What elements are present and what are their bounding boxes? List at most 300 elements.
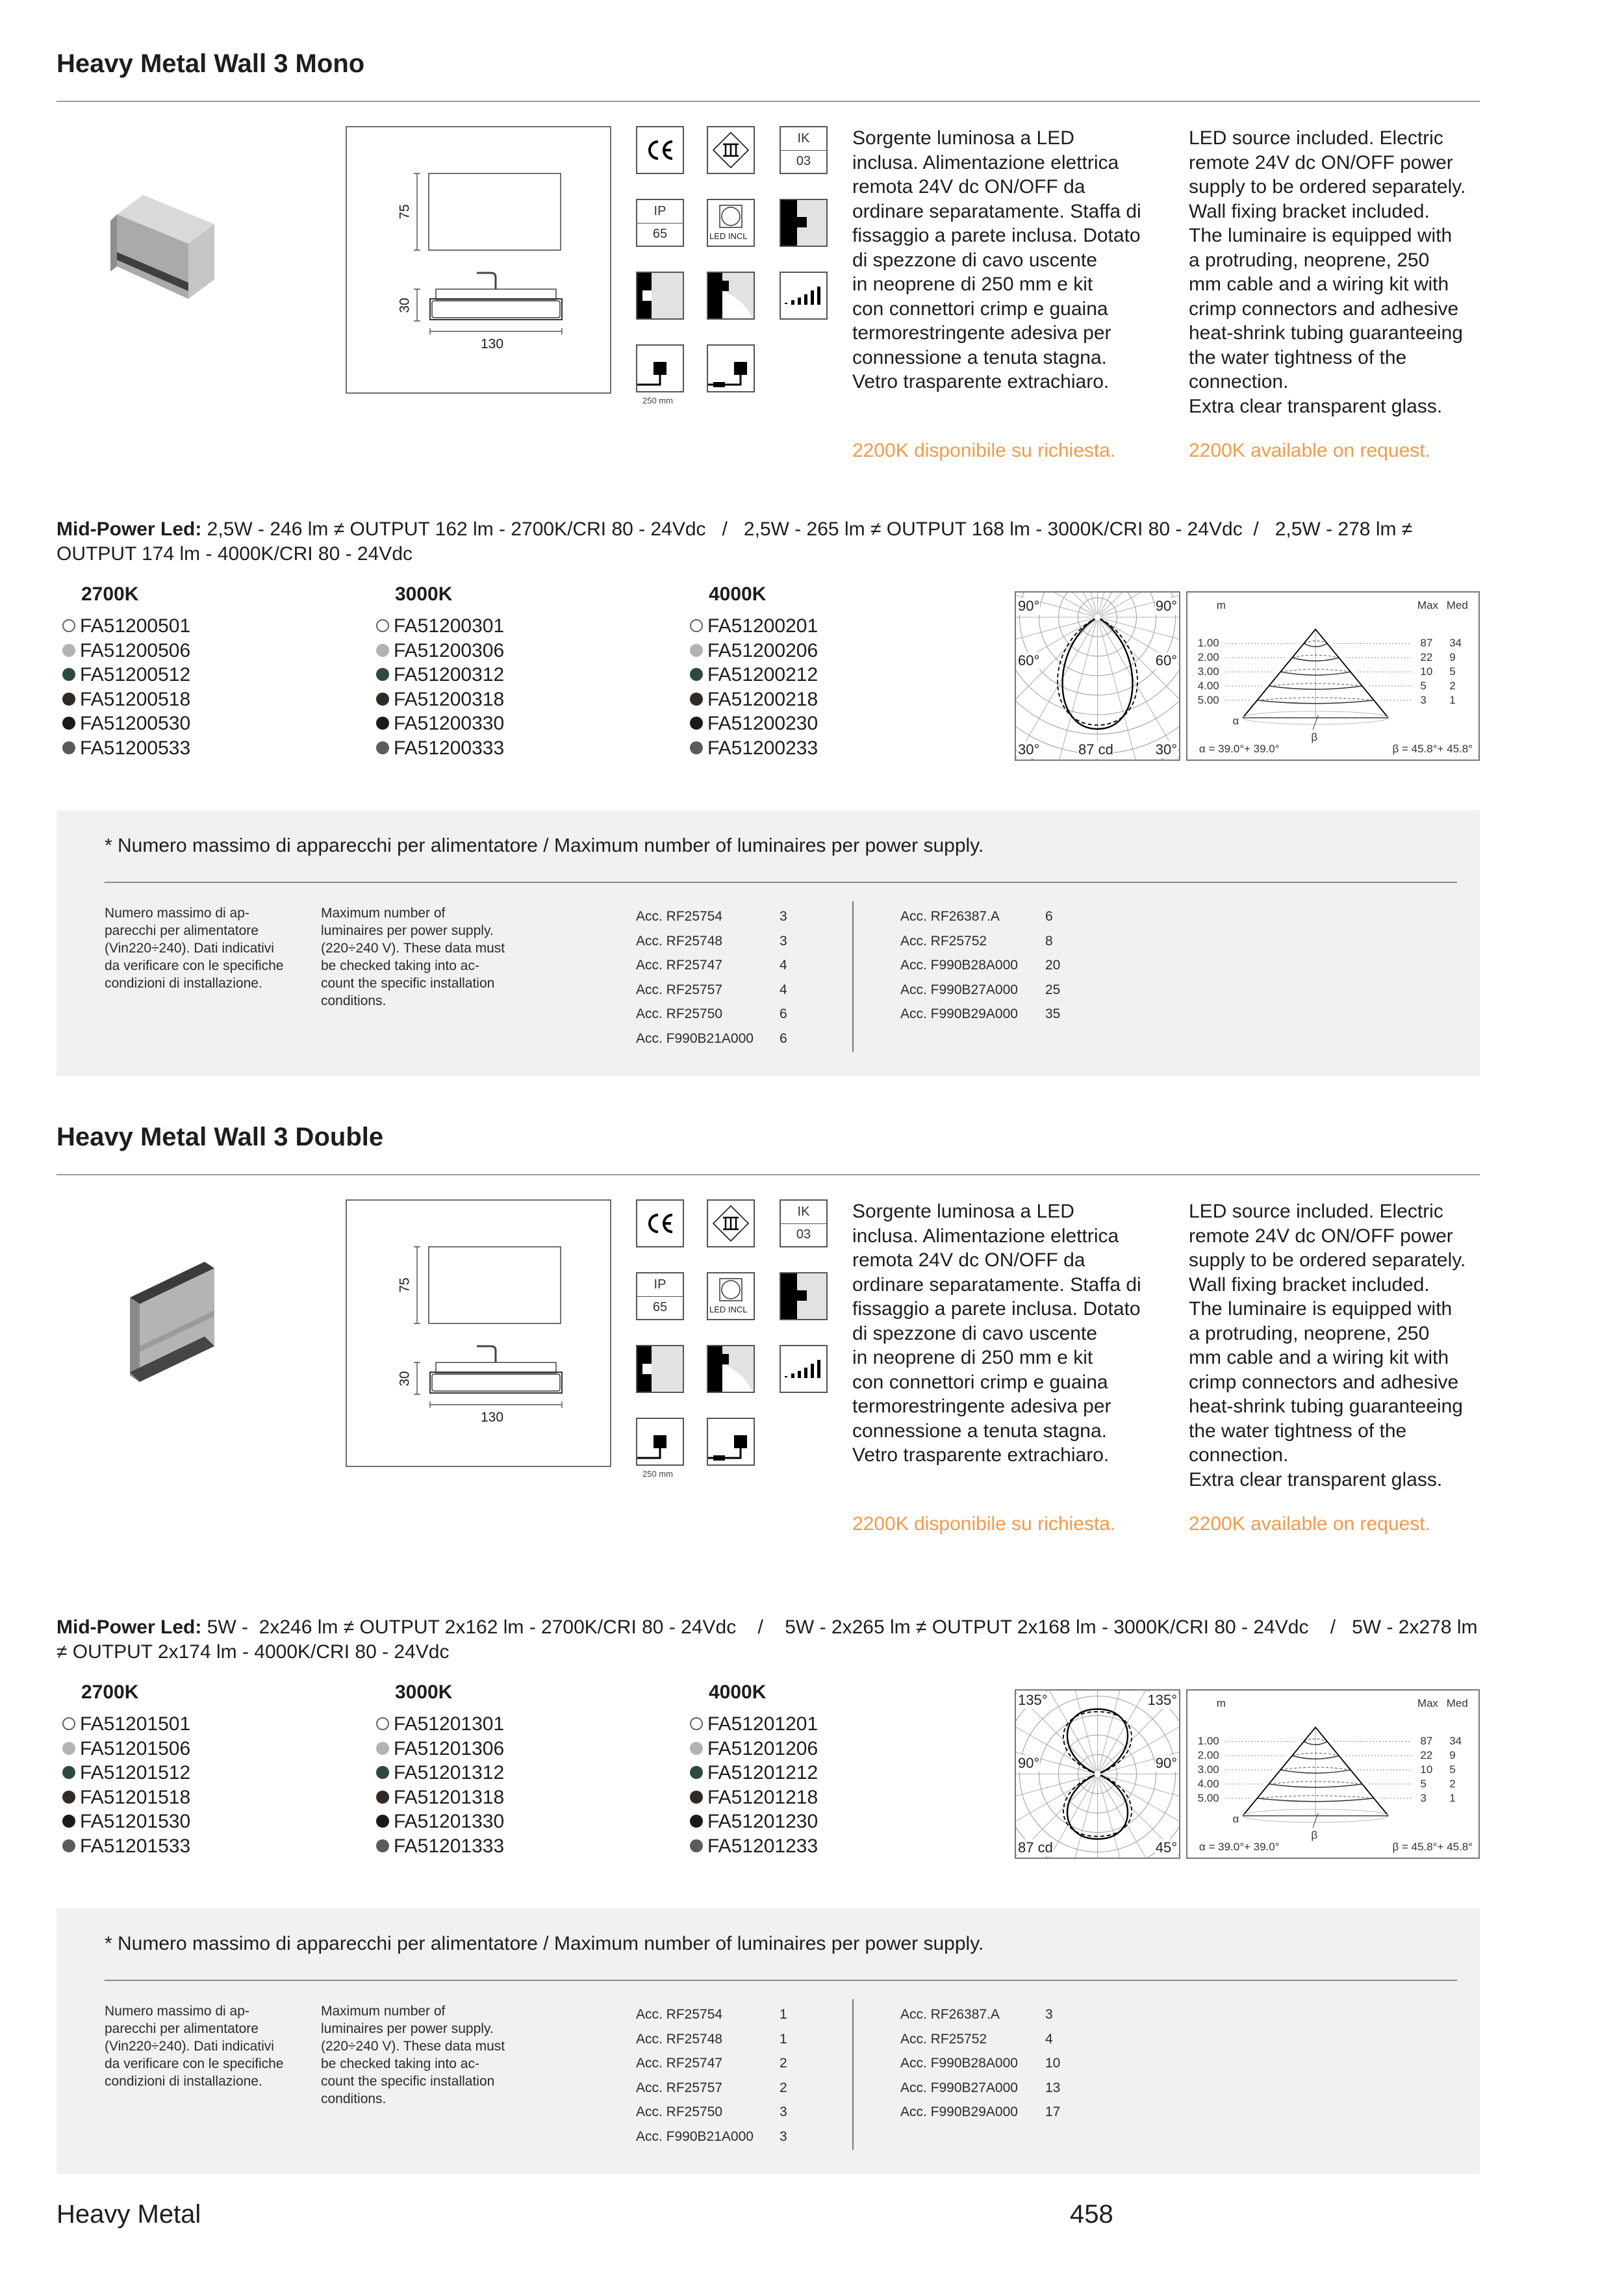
- description-en-line: the water tightness of the: [1189, 1420, 1407, 1442]
- product-title: Heavy Metal Wall 3 Double: [57, 1123, 384, 1151]
- cone-med-value: 1: [1449, 1791, 1456, 1804]
- description-en-line: crimp connectors and adhesive: [1189, 298, 1459, 320]
- accessory-code: Acc. RF25748: [636, 2031, 723, 2047]
- power-spec-text: 5W - 2x246 lm ≠ OUTPUT 2x162 lm - 2700K/CRI 80 - 24Vdc / 5W - 2x265 lm ≠ OUTPUT 2x168 lm - 3000K/CRI 80 - 24Vdc / 5W - 2x278 lm: [201, 1616, 1478, 1638]
- product-code[interactable]: FA51200330: [394, 713, 505, 734]
- polar-angle-label: 90°: [1155, 598, 1177, 614]
- ce-mark-icon: [636, 126, 684, 174]
- description-en-line: Extra clear transparent glass.: [1189, 1468, 1443, 1490]
- accessory-column-divider: [852, 901, 854, 1052]
- description-en-line: crimp connectors and adhesive: [1189, 1371, 1459, 1393]
- product-code[interactable]: FA51201233: [707, 1835, 818, 1857]
- supply-text-it-line: Numero massimo di ap-: [105, 2004, 249, 2019]
- finish-color-swatch: [376, 644, 389, 657]
- supply-text-en-line: (220÷240 V). These data must: [321, 2039, 505, 2054]
- description-en-line: Wall fixing bracket included.: [1189, 1273, 1430, 1296]
- product-code[interactable]: FA51200501: [80, 615, 191, 637]
- accessory-code: Acc. RF25752: [900, 2031, 987, 2047]
- finish-color-swatch: [62, 1742, 75, 1755]
- description-it-line: Vetro trasparente extrachiaro.: [852, 371, 1110, 392]
- cone-distance: 4.00: [1197, 1777, 1219, 1790]
- accessory-max-count: 4: [1045, 2031, 1053, 2047]
- cone-max-value: 87: [1420, 637, 1433, 650]
- power-supply-panel: [57, 1908, 1480, 2174]
- polar-angle-label: 30°: [1155, 741, 1177, 758]
- accessory-code: Acc. RF25754: [636, 909, 723, 924]
- dimension-drawing: [346, 1199, 611, 1467]
- description-it-line: di spezzone di cavo uscente: [852, 1322, 1097, 1344]
- finish-color-swatch: [690, 1839, 703, 1852]
- cable-length-label: 250 mm: [642, 1469, 673, 1479]
- supply-text-en-line: conditions.: [321, 2091, 387, 2106]
- product-code[interactable]: FA51201206: [707, 1737, 818, 1759]
- cone-med-value: 34: [1449, 637, 1462, 650]
- product-code[interactable]: FA51201212: [707, 1762, 818, 1783]
- accessory-code: Acc. RF25747: [636, 958, 723, 973]
- accessory-max-count: 10: [1045, 2056, 1061, 2071]
- accessory-code: Acc. RF25757: [636, 2080, 723, 2095]
- accessory-code: Acc. F990B27A000: [900, 982, 1018, 997]
- led-incl-label: LED INCL: [709, 1305, 748, 1314]
- ip-value: 65: [652, 1300, 668, 1314]
- accessory-max-count: 3: [1045, 2007, 1053, 2022]
- cone-med-value: 1: [1449, 693, 1456, 706]
- description-en-line: connection.: [1189, 1444, 1289, 1466]
- finish-color-swatch: [376, 619, 389, 632]
- product-code[interactable]: FA51200512: [80, 664, 191, 685]
- accessory-code: Acc. F990B27A000: [900, 2080, 1018, 2095]
- availability-note-en: 2200K available on request.: [1189, 1513, 1430, 1535]
- polar-angle-label: 135°: [1147, 1692, 1177, 1708]
- product-code[interactable]: FA51200230: [707, 713, 818, 734]
- description-en-line: supply to be ordered separately.: [1189, 176, 1466, 198]
- supply-text-en-line: conditions.: [321, 993, 387, 1008]
- color-temperature-header: 3000K: [395, 583, 453, 605]
- accessory-code: Acc. RF26387.A: [900, 2007, 1000, 2022]
- description-en-line: Extra clear transparent glass.: [1189, 395, 1443, 417]
- product-code[interactable]: FA51201512: [80, 1762, 191, 1783]
- finish-color-swatch: [376, 693, 389, 706]
- alpha-angle: α = 39.0°+ 39.0°: [1199, 743, 1280, 756]
- illuminance-cone-diagram: [1186, 1689, 1480, 1859]
- beta-angle: β = 45.8°+ 45.8°: [1392, 1841, 1473, 1854]
- description-it-line: remota 24V dc ON/OFF da: [852, 1249, 1085, 1271]
- panel-divider: [105, 882, 1457, 883]
- accessory-code: Acc. F990B21A000: [636, 2128, 754, 2144]
- product-code[interactable]: FA51201330: [394, 1811, 505, 1832]
- description-it-line: con connettori crimp e guaina: [852, 1371, 1108, 1393]
- product-code[interactable]: FA51201230: [707, 1811, 818, 1832]
- finish-color-swatch: [690, 741, 703, 754]
- cone-max-value: 10: [1420, 1763, 1433, 1776]
- cable-length-icon: [636, 344, 684, 392]
- finish-color-swatch: [376, 1717, 389, 1730]
- description-en-line: LED source included. Electric: [1189, 127, 1443, 149]
- accessory-code: Acc. RF25747: [636, 2056, 723, 2071]
- description-en-line: a protruding, neoprene, 250: [1189, 249, 1430, 271]
- polar-angle-label: 87 cd: [1078, 741, 1113, 758]
- product-code[interactable]: FA51200233: [707, 737, 818, 759]
- product-code[interactable]: FA51201506: [80, 1737, 191, 1759]
- product-code[interactable]: FA51201530: [80, 1811, 191, 1832]
- product-code[interactable]: FA51201218: [707, 1786, 818, 1808]
- power-supply-note: * Numero massimo di apparecchi per alimentatore / Maximum number of luminaires per power supply.: [105, 835, 984, 856]
- ik-value: 03: [796, 154, 811, 168]
- finish-color-swatch: [690, 717, 703, 730]
- class-iii-icon: [707, 1199, 755, 1247]
- cone-distance: 1.00: [1197, 637, 1219, 650]
- accessory-max-count: 4: [780, 958, 787, 973]
- recessed-mount-icon: [636, 1345, 684, 1393]
- description-en-line: supply to be ordered separately.: [1189, 1249, 1466, 1271]
- polar-diagram: [1015, 1689, 1180, 1859]
- accessory-max-count: 3: [780, 909, 787, 924]
- power-spec-line1: [57, 1615, 1478, 1639]
- power-spec-label: Mid-Power Led:: [57, 518, 202, 540]
- finish-color-swatch: [376, 1839, 389, 1852]
- supply-text-en-line: be checked taking into ac-: [321, 2056, 479, 2071]
- description-it-line: con connettori crimp e guaina: [852, 298, 1108, 320]
- finish-color-swatch: [62, 1717, 75, 1730]
- finish-color-swatch: [376, 668, 389, 681]
- color-temperature-header: 4000K: [709, 1681, 767, 1703]
- description-en-line: remote 24V dc ON/OFF power: [1189, 151, 1453, 173]
- ip-value: 65: [652, 227, 668, 241]
- supply-text-en-line: luminaires per power supply.: [321, 923, 494, 938]
- product-code[interactable]: FA51200306: [394, 639, 505, 661]
- polar-grid: [1016, 593, 1179, 761]
- led-included-icon: [707, 199, 755, 247]
- product-code[interactable]: FA51201518: [80, 1786, 191, 1808]
- dimension-depth: 30: [397, 298, 412, 313]
- description-it-line: fissaggio a parete inclusa. Dotato: [852, 225, 1141, 246]
- product-code[interactable]: FA51200201: [707, 615, 818, 637]
- finish-color-swatch: [376, 1791, 389, 1804]
- product-code[interactable]: FA51200333: [394, 737, 505, 759]
- polar-diagram: [1015, 591, 1180, 761]
- cone-max-header: Max: [1417, 599, 1439, 612]
- cone-med-value: 9: [1449, 1749, 1456, 1762]
- supply-text-it-line: condizioni di installazione.: [105, 2074, 262, 2089]
- product-code[interactable]: FA51200312: [394, 664, 505, 685]
- cone-med-value: 34: [1449, 1735, 1462, 1748]
- alpha-symbol: α: [1232, 714, 1239, 727]
- ik-rating-icon: [780, 1199, 828, 1247]
- accessory-code: Acc. RF25754: [636, 2007, 723, 2022]
- supply-text-it-line: condizioni di installazione.: [105, 976, 262, 991]
- product-code[interactable]: FA51201333: [394, 1835, 505, 1857]
- finish-color-swatch: [690, 1815, 703, 1828]
- class-iii-icon: [707, 126, 755, 174]
- accessory-code: Acc. RF26387.A: [900, 909, 1000, 924]
- accessory-max-count: 6: [780, 1006, 787, 1021]
- cone-distance: 2.00: [1197, 1749, 1219, 1762]
- dimming-icon: [780, 272, 828, 320]
- ik-rating-icon: [780, 126, 828, 174]
- supply-text-it-line: parecchi per alimentatore: [105, 2021, 259, 2036]
- cone-max-value: 5: [1420, 679, 1427, 692]
- polar-angle-label: 60°: [1155, 652, 1177, 669]
- product-code[interactable]: FA51201306: [394, 1737, 505, 1759]
- cone-max-value: 3: [1420, 693, 1427, 706]
- cone-med-value: 5: [1449, 665, 1456, 678]
- finish-color-swatch: [62, 717, 75, 730]
- accessory-code: Acc. RF25750: [636, 2104, 723, 2119]
- finish-color-swatch: [62, 1839, 75, 1852]
- led-included-icon: [707, 1272, 755, 1320]
- finish-color-swatch: [376, 1742, 389, 1755]
- product-code[interactable]: FA51200301: [394, 615, 505, 637]
- supply-text-en-line: count the specific installation: [321, 2074, 495, 2089]
- power-supply-panel: [57, 810, 1480, 1076]
- finish-color-swatch: [62, 741, 75, 754]
- availability-note-en: 2200K available on request.: [1189, 440, 1430, 461]
- polar-angle-label: 87 cd: [1018, 1839, 1053, 1856]
- description-it-line: di spezzone di cavo uscente: [852, 249, 1097, 271]
- supply-text-en-line: Maximum number of: [321, 2004, 446, 2019]
- dimension-width: 130: [481, 1410, 504, 1425]
- cone-med-header: Med: [1446, 1697, 1468, 1710]
- dimension-depth: 30: [397, 1371, 412, 1386]
- accessory-max-count: 25: [1045, 982, 1061, 997]
- ip-label: IP: [637, 1273, 683, 1297]
- cable-connector-icon: [707, 344, 755, 392]
- product-code[interactable]: FA51200206: [707, 639, 818, 661]
- polar-angle-label: 60°: [1018, 652, 1040, 669]
- finish-color-swatch: [376, 741, 389, 754]
- cone-med-value: 5: [1449, 1763, 1456, 1776]
- product-code[interactable]: FA51200530: [80, 713, 191, 734]
- product-code[interactable]: FA51200218: [707, 688, 818, 710]
- supply-text-it-line: (Vin220÷240). Dati indicativi: [105, 2039, 274, 2054]
- finish-color-swatch: [690, 1717, 703, 1730]
- description-it-line: inclusa. Alimentazione elettrica: [852, 1225, 1119, 1247]
- product-code[interactable]: FA51201312: [394, 1762, 505, 1783]
- accessory-max-count: 3: [780, 2128, 787, 2144]
- cable-length-icon: [636, 1418, 684, 1466]
- finish-color-swatch: [62, 693, 75, 706]
- description-it-line: Sorgente luminosa a LED: [852, 1201, 1074, 1222]
- led-incl-label: LED INCL: [709, 231, 748, 241]
- cone-distance: 4.00: [1197, 679, 1219, 692]
- product-code[interactable]: FA51200506: [80, 639, 191, 661]
- finish-color-swatch: [690, 1791, 703, 1804]
- cone-distance: 2.00: [1197, 651, 1219, 664]
- supply-text-it-line: da verificare con le specifiche: [105, 2056, 284, 2071]
- product-photo: [104, 175, 221, 315]
- polar-angle-label: 90°: [1155, 1754, 1177, 1771]
- product-code[interactable]: FA51201201: [707, 1713, 818, 1735]
- description-en-line: the water tightness of the: [1189, 346, 1407, 368]
- accessory-code: Acc. F990B21A000: [636, 1030, 754, 1046]
- finish-color-swatch: [690, 1766, 703, 1779]
- description-it-line: connessione a tenuta stagna.: [852, 1420, 1107, 1442]
- description-it-line: in neoprene di 250 mm e kit: [852, 274, 1093, 295]
- accessory-code: Acc. RF25752: [900, 933, 987, 949]
- cone-max-value: 5: [1420, 1777, 1427, 1790]
- dimension-width: 130: [481, 337, 504, 351]
- product-code[interactable]: FA51200212: [707, 664, 818, 685]
- dimming-icon: [780, 1345, 828, 1393]
- product-code[interactable]: FA51200318: [394, 688, 505, 710]
- accessory-max-count: 3: [780, 2104, 787, 2119]
- availability-note-it: 2200K disponibile su richiesta.: [852, 440, 1116, 461]
- accessory-max-count: 20: [1045, 958, 1061, 973]
- description-en-line: LED source included. Electric: [1189, 1201, 1443, 1222]
- accessory-max-count: 6: [1045, 909, 1053, 924]
- accessory-max-count: 2: [780, 2056, 787, 2071]
- description-it-line: ordinare separatamente. Staffa di: [852, 1273, 1141, 1296]
- polar-angle-label: 90°: [1018, 1754, 1040, 1771]
- dimension-height: 75: [397, 204, 412, 220]
- description-it-line: in neoprene di 250 mm e kit: [852, 1347, 1093, 1368]
- description-en-line: mm cable and a wiring kit with: [1189, 274, 1449, 295]
- product-code[interactable]: FA51201501: [80, 1713, 191, 1735]
- cone-max-value: 87: [1420, 1735, 1433, 1748]
- finish-color-swatch: [62, 1791, 75, 1804]
- cone-med-value: 2: [1449, 1777, 1456, 1790]
- description-en-line: heat-shrink tubing guaranteeing: [1189, 1396, 1463, 1417]
- supply-text-en-line: be checked taking into ac-: [321, 958, 479, 973]
- ik-value: 03: [796, 1227, 811, 1242]
- supply-text-en-line: Maximum number of: [321, 906, 446, 921]
- accessory-max-count: 17: [1045, 2104, 1061, 2119]
- cone-max-value: 22: [1420, 1749, 1433, 1762]
- ik-label: IK: [781, 127, 826, 151]
- power-supply-note: * Numero massimo di apparecchi per alimentatore / Maximum number of luminaires per power supply.: [105, 1933, 984, 1954]
- description-it-line: connessione a tenuta stagna.: [852, 346, 1107, 368]
- accessory-code: Acc. F990B28A000: [900, 958, 1018, 973]
- accessory-code: Acc. RF25750: [636, 1006, 723, 1021]
- title-divider: [57, 101, 1480, 102]
- cone-med-header: Med: [1446, 599, 1468, 612]
- availability-note-it: 2200K disponibile su richiesta.: [852, 1513, 1116, 1535]
- accessory-max-count: 2: [780, 2080, 787, 2095]
- drawing-lines: [347, 1201, 610, 1466]
- accessory-max-count: 35: [1045, 1006, 1061, 1021]
- description-en-line: heat-shrink tubing guaranteeing: [1189, 322, 1463, 344]
- dimension-height: 75: [397, 1277, 412, 1293]
- product-code[interactable]: FA51201533: [80, 1835, 191, 1857]
- finish-color-swatch: [62, 668, 75, 681]
- color-temperature-header: 4000K: [709, 583, 767, 605]
- accessory-code: Acc. RF25748: [636, 933, 723, 949]
- description-en-line: remote 24V dc ON/OFF power: [1189, 1225, 1453, 1247]
- cable-length-label: 250 mm: [642, 396, 673, 405]
- accessory-code: Acc. RF25757: [636, 982, 723, 997]
- drawing-lines: [347, 127, 610, 392]
- finish-color-swatch: [690, 1742, 703, 1755]
- finish-color-swatch: [62, 1815, 75, 1828]
- light-emission-icon: [707, 1345, 755, 1393]
- supply-text-it-line: parecchi per alimentatore: [105, 923, 259, 938]
- cone-lines: [1187, 593, 1478, 763]
- finish-color-swatch: [690, 619, 703, 632]
- accessory-code: Acc. F990B28A000: [900, 2056, 1018, 2071]
- alpha-angle: α = 39.0°+ 39.0°: [1199, 1841, 1280, 1854]
- illuminance-cone-diagram: [1186, 591, 1480, 761]
- description-it-line: inclusa. Alimentazione elettrica: [852, 151, 1119, 173]
- accessory-max-count: 1: [780, 2031, 787, 2047]
- description-it-line: Sorgente luminosa a LED: [852, 127, 1074, 149]
- polar-angle-label: 30°: [1018, 741, 1040, 758]
- ce-mark-icon: [636, 1199, 684, 1247]
- description-it-line: termorestringente adesiva per: [852, 322, 1111, 344]
- cone-distance: 3.00: [1197, 1763, 1219, 1776]
- product-code[interactable]: FA51200533: [80, 737, 191, 759]
- power-spec-line2: ≠ OUTPUT 2x174 lm - 4000K/CRI 80 - 24Vdc: [57, 1641, 450, 1663]
- cone-distance: 3.00: [1197, 665, 1219, 678]
- color-temperature-header: 2700K: [81, 583, 139, 605]
- description-en-line: The luminaire is equipped with: [1189, 1298, 1453, 1320]
- power-spec-line2: OUTPUT 174 lm - 4000K/CRI 80 - 24Vdc: [57, 543, 412, 565]
- accessory-column-divider: [852, 1999, 854, 2150]
- polar-angle-label: 90°: [1018, 598, 1040, 614]
- finish-color-swatch: [376, 1766, 389, 1779]
- cone-med-value: 9: [1449, 651, 1456, 664]
- product-title: Heavy Metal Wall 3 Mono: [57, 49, 365, 78]
- description-it-line: Vetro trasparente extrachiaro.: [852, 1444, 1110, 1466]
- finish-color-swatch: [62, 619, 75, 632]
- finish-color-swatch: [376, 717, 389, 730]
- accessory-max-count: 1: [780, 2007, 787, 2022]
- cone-max-value: 10: [1420, 665, 1433, 678]
- supply-text-it-line: (Vin220÷240). Dati indicativi: [105, 941, 274, 956]
- ip-label: IP: [637, 200, 683, 224]
- wall-mount-icon: [780, 1272, 828, 1320]
- ip-rating-icon: [636, 1272, 684, 1320]
- supply-text-en-line: count the specific installation: [321, 976, 495, 991]
- accessory-max-count: 13: [1045, 2080, 1061, 2095]
- product-code[interactable]: FA51200518: [80, 688, 191, 710]
- description-it-line: ordinare separatamente. Staffa di: [852, 200, 1141, 222]
- finish-color-swatch: [376, 1815, 389, 1828]
- cone-distance: 5.00: [1197, 1791, 1219, 1804]
- product-code[interactable]: FA51201301: [394, 1713, 505, 1735]
- finish-color-swatch: [690, 668, 703, 681]
- finish-color-swatch: [690, 693, 703, 706]
- supply-text-en-line: (220÷240 V). These data must: [321, 941, 505, 956]
- accessory-max-count: 8: [1045, 933, 1053, 949]
- beta-angle: β = 45.8°+ 45.8°: [1392, 743, 1473, 756]
- color-temperature-header: 3000K: [395, 1681, 453, 1703]
- dimension-drawing: [346, 126, 611, 394]
- accessory-code: Acc. F990B29A000: [900, 2104, 1018, 2119]
- accessory-max-count: 6: [780, 1030, 787, 1046]
- cone-med-value: 2: [1449, 679, 1456, 692]
- supply-text-en-line: luminaires per power supply.: [321, 2021, 494, 2036]
- title-divider: [57, 1174, 1480, 1175]
- finish-color-swatch: [62, 1766, 75, 1779]
- product-code[interactable]: FA51201318: [394, 1786, 505, 1808]
- light-emission-icon: [707, 272, 755, 320]
- power-spec-line1: [57, 517, 1412, 541]
- description-it-line: termorestringente adesiva per: [852, 1396, 1111, 1417]
- description-en-line: mm cable and a wiring kit with: [1189, 1347, 1449, 1368]
- description-en-line: Wall fixing bracket included.: [1189, 200, 1430, 222]
- accessory-code: Acc. F990B29A000: [900, 1006, 1018, 1021]
- polar-grid: [1016, 1691, 1179, 1859]
- description-en-line: connection.: [1189, 371, 1289, 392]
- panel-divider: [105, 1980, 1457, 1981]
- finish-color-swatch: [62, 644, 75, 657]
- polar-angle-label: 135°: [1018, 1692, 1048, 1708]
- beta-symbol: β: [1311, 731, 1318, 744]
- accessory-max-count: 3: [780, 933, 787, 949]
- description-en-line: The luminaire is equipped with: [1189, 225, 1453, 246]
- cone-distance: 5.00: [1197, 693, 1219, 706]
- cone-distance: 1.00: [1197, 1735, 1219, 1748]
